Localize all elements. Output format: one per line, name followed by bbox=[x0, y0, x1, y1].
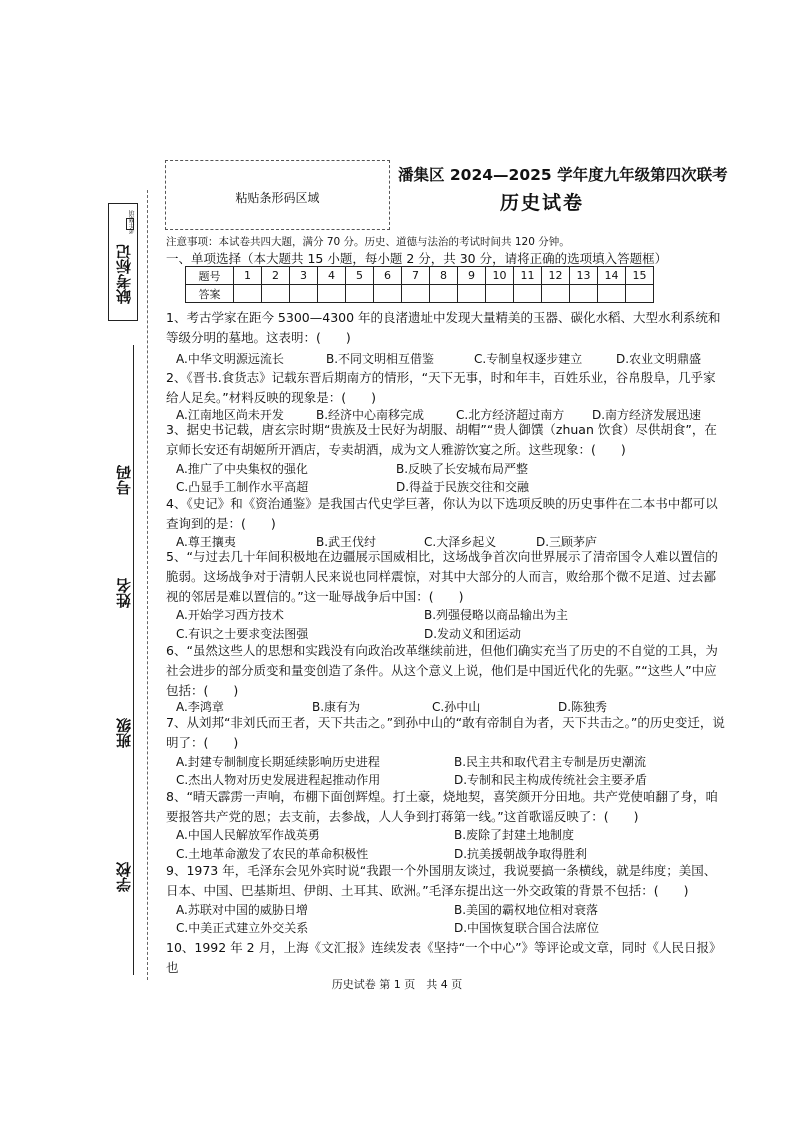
answer-cell[interactable] bbox=[430, 285, 458, 303]
answer-cell[interactable] bbox=[570, 285, 598, 303]
absent-mark-note: 考生禁填 bbox=[129, 210, 136, 234]
q1-option-c: C.专制皇权逐步建立 bbox=[474, 352, 583, 366]
absent-mark-checkbox[interactable] bbox=[126, 218, 134, 230]
grid-number: 6 bbox=[374, 267, 402, 285]
answer-cell[interactable] bbox=[486, 285, 514, 303]
q7-option-d: D.专制和民主构成传统社会主要矛盾 bbox=[454, 773, 648, 787]
question-10: 10、1992 年 2 月，上海《文汇报》连续发表《坚持“一个中心”》等评论或文章，同时《人民日报》也 bbox=[166, 940, 722, 975]
answer-cell[interactable] bbox=[318, 285, 346, 303]
grid-number: 3 bbox=[290, 267, 318, 285]
answer-cell[interactable] bbox=[290, 285, 318, 303]
q9-option-a: A.苏联对中国的威胁日增 bbox=[176, 903, 308, 917]
q9-option-b: B.美国的霸权地位相对衰落 bbox=[454, 903, 599, 917]
grid-number: 7 bbox=[402, 267, 430, 285]
barcode-label: 粘贴条形码区域 bbox=[235, 191, 320, 205]
q2-option-b: B.经济中心南移完成 bbox=[316, 408, 425, 422]
q7-option-c: C.杰出人物对历史发展进程起推动作用 bbox=[176, 773, 381, 787]
question-6: 6、“虽然这些人的思想和实践没有向政治改革继续前进，但他们确实充当了历史的不自觉的工具，为社会进步的部分质变和量变创造了条件。从这个意义上说，他们是中国近代化的先驱。”“这些人”中应包括：( ) bbox=[166, 643, 718, 698]
q6-option-d: D.陈独秀 bbox=[558, 700, 608, 714]
answer-cell[interactable] bbox=[374, 285, 402, 303]
grid-number: 2 bbox=[262, 267, 290, 285]
grid-number: 15 bbox=[626, 267, 654, 285]
question-3: 3、据史书记载，唐玄宗时期“贵族及士民好为胡服、胡帽”“贵人御馔（zhuan 饮食）尽供胡食”，在京师长安还有胡姬所开酒店，专卖胡酒，成为文人雅游饮宴之所。这些现象：( ) bbox=[166, 422, 717, 457]
q5-option-c: C.有识之士要求变法图强 bbox=[176, 627, 309, 641]
q4-option-d: D.三顾茅庐 bbox=[536, 535, 598, 549]
question-7: 7、从刘邦“非刘氏而王者，天下共击之。”到孙中山的“敢有帝制自为者，天下共击之。”的历史变迁，说明了：( ) bbox=[166, 715, 725, 750]
answer-cell[interactable] bbox=[598, 285, 626, 303]
answer-cell[interactable] bbox=[514, 285, 542, 303]
seal-line bbox=[147, 190, 148, 980]
absent-mark-box bbox=[108, 203, 138, 321]
field-label-number: 号码 bbox=[115, 465, 133, 495]
grid-number: 14 bbox=[598, 267, 626, 285]
field-label-class: 班级 bbox=[115, 718, 133, 748]
answer-cell[interactable] bbox=[402, 285, 430, 303]
q8-option-c: C.土地革命激发了农民的革命积极性 bbox=[176, 847, 369, 861]
barcode-area bbox=[165, 160, 390, 230]
question-4: 4、《史记》和《资治通鉴》是我国古代史学巨著，你认为以下选项反映的历史事件在二本书中都可以查询到的是：( ) bbox=[166, 496, 718, 531]
answer-cell[interactable] bbox=[262, 285, 290, 303]
q4-option-a: A.尊王攘夷 bbox=[176, 535, 236, 549]
q6-option-c: C.孙中山 bbox=[432, 700, 481, 714]
q1-option-d: D.农业文明鼎盛 bbox=[616, 352, 702, 366]
field-label-school: 学校 bbox=[115, 862, 133, 892]
q6-option-a: A.李鸿章 bbox=[176, 700, 224, 714]
q8-option-d: D.抗美援朝战争取得胜利 bbox=[454, 847, 588, 861]
question-2: 2、《晋书.食货志》记载东晋后期南方的情形，“天下无事，时和年丰，百姓乐业，谷帛殷阜，几乎家给人足矣。”材料反映的现象是：( ) bbox=[166, 370, 716, 405]
q4-option-b: B.武王伐纣 bbox=[316, 535, 377, 549]
q2-option-a: A.江南地区尚未开发 bbox=[176, 408, 284, 422]
grid-number: 1 bbox=[234, 267, 262, 285]
grid-number: 4 bbox=[318, 267, 346, 285]
grid-number: 5 bbox=[346, 267, 374, 285]
q4-option-c: C.大泽乡起义 bbox=[424, 535, 497, 549]
question-1: 1、考古学家在距今 5300—4300 年的良渚遗址中发现大量精美的玉器、碳化水稻、大型水利系统和等级分明的墓地。这表明：( ) bbox=[166, 310, 721, 345]
q9-option-c: C.中美正式建立外交关系 bbox=[176, 921, 309, 935]
q1-option-a: A.中华文明源远流长 bbox=[176, 352, 284, 366]
answer-cell[interactable] bbox=[626, 285, 654, 303]
q3-option-d: D.得益于民族交往和交融 bbox=[396, 480, 530, 494]
answer-cell[interactable] bbox=[542, 285, 570, 303]
q5-option-b: B.列强侵略以商品输出为主 bbox=[424, 608, 569, 622]
exam-notice: 注意事项：本试卷共四大题，满分 70 分。历史、道德与法治的考试时间共 120 分钟。 bbox=[166, 236, 570, 248]
grid-number: 11 bbox=[514, 267, 542, 285]
grid-number: 13 bbox=[570, 267, 598, 285]
q3-option-b: B.反映了长安城布局严整 bbox=[396, 462, 529, 476]
answer-grid-number-row bbox=[186, 267, 654, 285]
question-8: 8、“晴天霹雳一声响，布棚下面创辉煌。打土豪，烧地契，喜笑颜开分田地。共产党使咱翻了身，咱要报答共产党的恩；去支前，去参战，人人争到打蒋第一线。”这首歌谣反映了：( ) bbox=[166, 789, 718, 824]
grid-number: 8 bbox=[430, 267, 458, 285]
q8-option-b: B.废除了封建土地制度 bbox=[454, 828, 575, 842]
exam-title: 潘集区 2024—2025 学年度九年级第四次联考 bbox=[398, 166, 728, 184]
answer-grid bbox=[185, 266, 654, 303]
grid-number: 9 bbox=[458, 267, 486, 285]
answer-cell[interactable] bbox=[458, 285, 486, 303]
absent-mark-label: 缺考标记 bbox=[115, 244, 133, 304]
q3-option-c: C.凸显手工制作水平高超 bbox=[176, 480, 309, 494]
q5-option-d: D.发动义和团运动 bbox=[424, 627, 522, 641]
q2-option-d: D.南方经济发展迅速 bbox=[592, 408, 702, 422]
answer-cell[interactable] bbox=[346, 285, 374, 303]
q9-option-d: D.中国恢复联合国合法席位 bbox=[454, 921, 600, 935]
grid-row-label: 题号 bbox=[186, 267, 234, 285]
grid-row-label: 答案 bbox=[186, 285, 234, 303]
q1-option-b: B.不同文明相互借鉴 bbox=[326, 352, 435, 366]
question-9: 9、1973 年，毛泽东会见外宾时说“我跟一个外国朋友谈过，我说要搞一条横线，就是纬度；美国、日本、中国、巴基斯坦、伊朗、土耳其、欧洲。”毛泽东提出这一外交政策的背景不包括：( ) bbox=[166, 863, 717, 898]
answer-cell[interactable] bbox=[234, 285, 262, 303]
exam-subtitle: 历史试卷 bbox=[500, 192, 585, 214]
q3-option-a: A.推广了中央集权的强化 bbox=[176, 462, 308, 476]
field-label-name: 姓名 bbox=[115, 578, 133, 608]
grid-number: 10 bbox=[486, 267, 514, 285]
question-5: 5、“与过去几十年间积极地在边疆展示国威相比，这场战争首次向世界展示了清帝国令人难以置信的脆弱。这场战争对于清朝人民来说也同样震惊，对其中大部分的人而言，败给那个微不足道、过去鄙视的邻居是难以置信的。”这一耻辱战争后中国：( ) bbox=[166, 549, 718, 604]
q2-option-c: C.北方经济超过南方 bbox=[456, 408, 565, 422]
q7-option-a: A.封建专制制度长期延续影响历史进程 bbox=[176, 755, 380, 769]
grid-number: 12 bbox=[542, 267, 570, 285]
q7-option-b: B.民主共和取代君主专制是历史潮流 bbox=[454, 755, 647, 769]
section-heading: 一、单项选择（本大题共 15 小题，每小题 2 分，共 30 分，请将正确的选项填入答题框） bbox=[166, 251, 668, 266]
q8-option-a: A.中国人民解放军作战英勇 bbox=[176, 828, 320, 842]
q5-option-a: A.开始学习西方技术 bbox=[176, 608, 284, 622]
q6-option-b: B.康有为 bbox=[312, 700, 361, 714]
answer-grid-answer-row bbox=[186, 285, 654, 303]
page-footer: 历史试卷 第 1 页 共 4 页 bbox=[331, 978, 463, 991]
